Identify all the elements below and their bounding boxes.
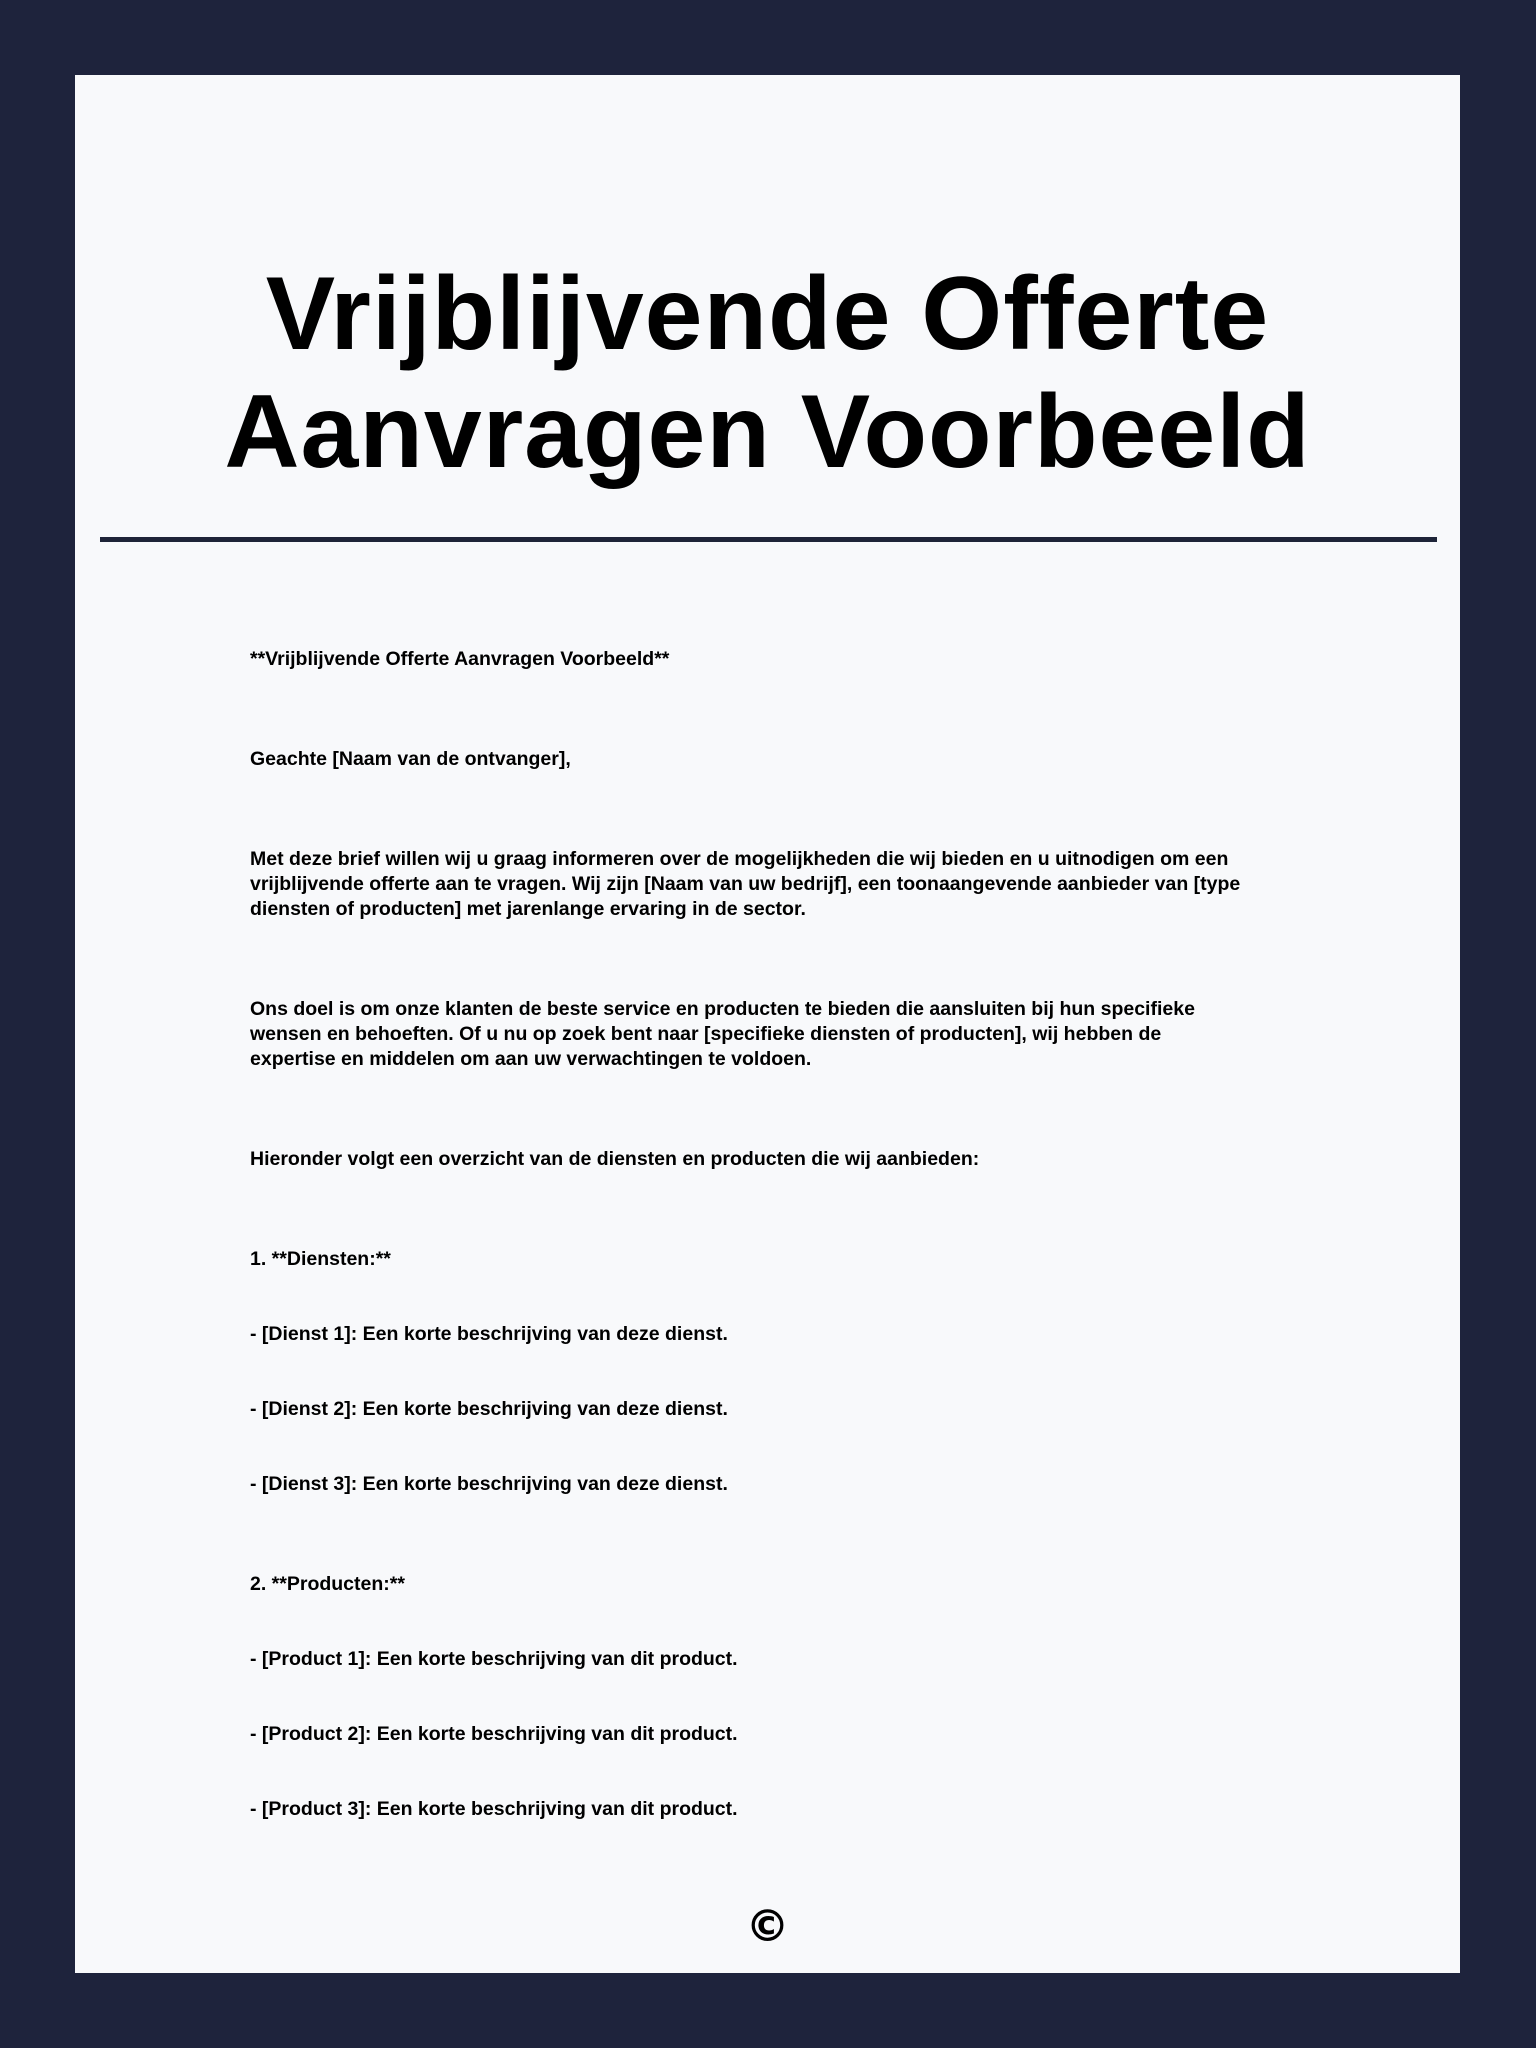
letter-body [250,647,1360,1822]
title-line-2: Aanvragen Voorbeeld [224,374,1311,490]
list-item: - [Product 1]: Een korte beschrijving van dit product. [250,1648,738,1670]
list-item: - [Dienst 1]: Een korte beschrijving van deze dienst. [250,1323,728,1345]
salutation: Geachte [Naam van de ontvanger], [250,748,571,770]
services-heading: 1. **Diensten:** [250,1248,391,1270]
list-item: - [Dienst 3]: Een korte beschrijving van deze dienst. [250,1473,728,1495]
title-line-1: Vrijblijvende Offerte [265,256,1270,372]
document-page [75,75,1460,1973]
list-item: - [Product 2]: Een korte beschrijving van dit product. [250,1723,738,1745]
overview-paragraph: Hieronder volgt een overzicht van de diensten en producten die wij aanbieden: [250,1148,980,1170]
list-item: - [Dienst 2]: Een korte beschrijving van deze dienst. [250,1398,728,1420]
goal-paragraph: Ons doel is om onze klanten de beste service en producten te bieden die aansluiten bij hun specifieke wensen en behoeften. Of u nu op zoek bent naar [specifieke diensten of producten], wij hebben de expertise en middelen om aan uw verwachtingen te voldoen. [250,998,1195,1070]
list-item: - [Product 3]: Een korte beschrijving van dit product. [250,1798,738,1820]
products-heading: 2. **Producten:** [250,1573,405,1595]
copyright-icon: © [745,1901,790,1952]
intro-paragraph: Met deze brief willen wij u graag informeren over de mogelijkheden die wij bieden en u uitnodigen om een vrijblijvende offerte aan te vragen. Wij zijn [Naam van uw bedrijf], een toonaangevende aanbieder van [type diensten of producten] met jarenlange ervaring in de sector. [250,848,1241,920]
title-divider [100,537,1437,542]
letter-heading: **Vrijblijvende Offerte Aanvragen Voorbeeld** [250,648,670,670]
page-title [75,255,1460,491]
